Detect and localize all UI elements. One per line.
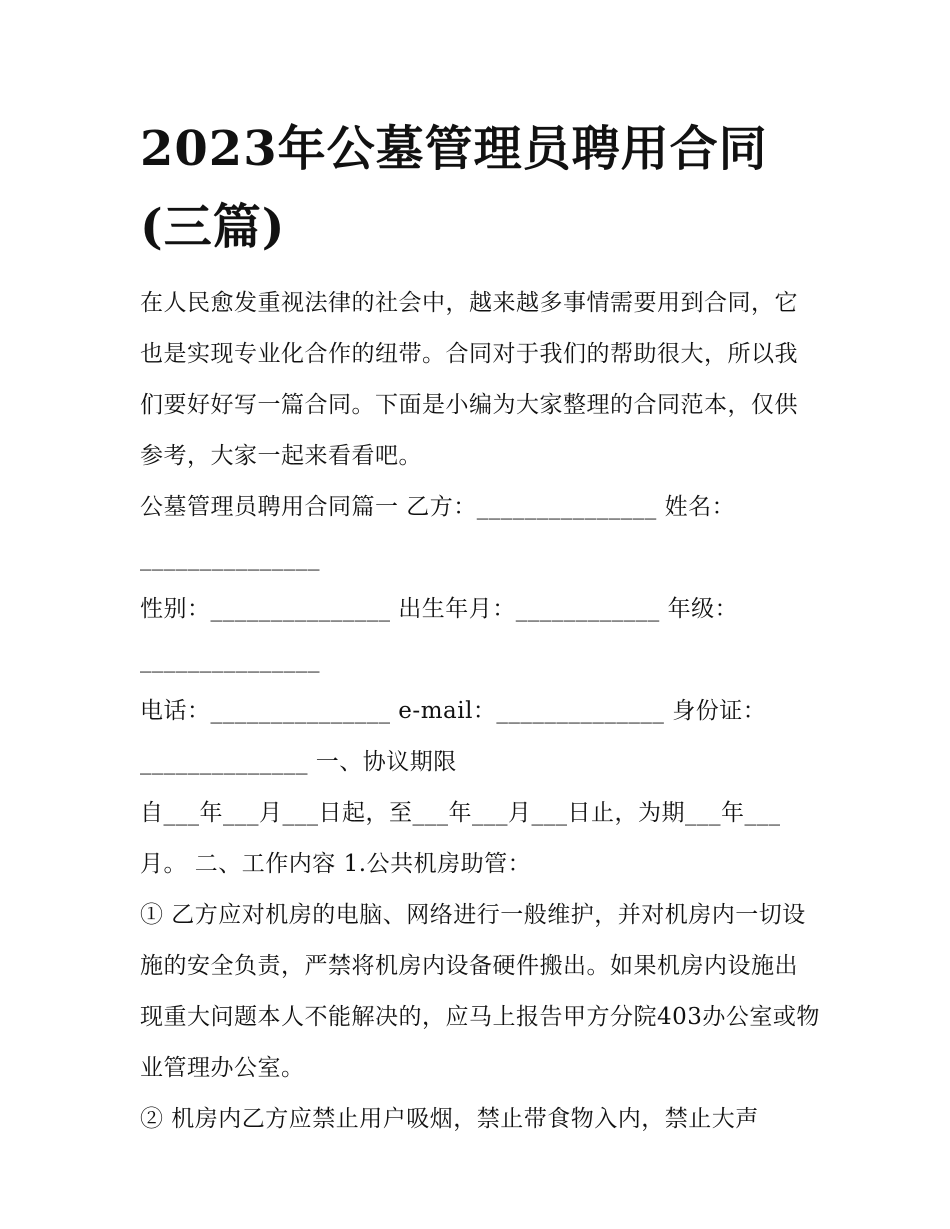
duty-item-1: ① 乙方应对机房的电脑、网络进行一般维护，并对机房内一切设施的安全负责，严禁将机房内设备硬件搬出。如果机房内设施出现重大问题本人不能解决的，应马上报告甲方分院403办公室或物业管理办公室。: [140, 902, 820, 1081]
personal-info-line: 性别：_______________ 出生年月：____________ 年级：_______________: [140, 596, 739, 673]
document-title: [140, 110, 820, 266]
title-year: 2023: [140, 121, 278, 177]
intro-paragraph: 在人民愈发重视法律的社会中，越来越多事情需要用到合同，它也是实现专业化合作的纽带。合同对于我们的帮助很大，所以我们要好好写一篇合同。下面是小编为大家整理的合同范本，仅供参考，大家一起来看看吧。: [140, 290, 798, 469]
contract-party-line: 公墓管理员聘用合同篇一 乙方：_______________ 姓名：_______________: [140, 494, 736, 571]
term-line: 自___年___月___日起，至___年___月___日止，为期___年___月。 二、工作内容 1.公共机房助管：: [140, 800, 781, 877]
contact-info-line: 电话：_______________ e-mail：______________ 身份证：______________ 一、协议期限: [140, 698, 767, 775]
document-page: [140, 110, 820, 1145]
duty-item-2: ② 机房内乙方应禁止用户吸烟，禁止带食物入内，禁止大声: [140, 1106, 759, 1132]
title-subtitle: (三篇): [140, 199, 286, 255]
title-text: 年公墓管理员聘用合同: [277, 121, 768, 177]
